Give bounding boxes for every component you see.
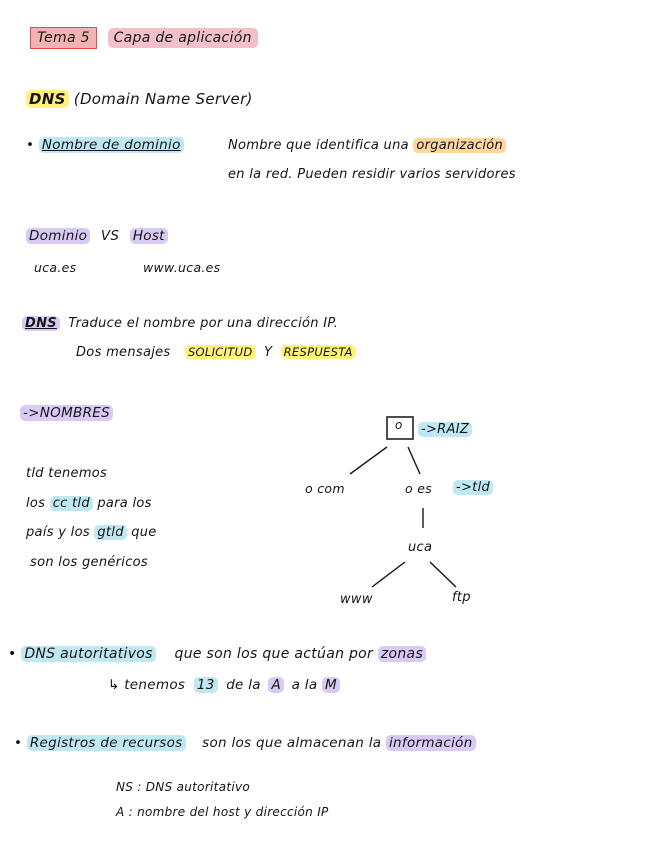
tree-node-ftp: ftp xyxy=(452,590,471,605)
m-highlight: M xyxy=(322,677,340,693)
tree-tld-label xyxy=(453,480,493,495)
vs-label: VS xyxy=(100,228,120,244)
bullet: • xyxy=(14,735,23,751)
tree-node-com: o com xyxy=(305,481,345,496)
host-label: Host xyxy=(130,228,168,244)
nombres-text: para los xyxy=(97,496,152,511)
dns-def-line2 xyxy=(76,345,356,360)
dominio-def-2: en la red. Pueden residir varios servidores xyxy=(228,167,516,182)
dns-acronym: DNS xyxy=(26,90,69,108)
thirteen-highlight: 13 xyxy=(194,677,218,693)
dominio-vs-host xyxy=(26,228,168,244)
nombres-line1: tld tenemos xyxy=(26,466,108,481)
dominio-row-1 xyxy=(26,137,184,153)
tree-edge-uca-www xyxy=(372,562,405,587)
ns-line: NS : DNS autoritativo xyxy=(116,780,251,794)
dominio-label: Dominio xyxy=(26,228,90,244)
autoritativos-row xyxy=(8,646,426,662)
tree-edge-root-es xyxy=(408,447,420,474)
autoritativos-def: que son los que actúan por xyxy=(174,646,374,662)
tree-edge-root-com xyxy=(350,447,387,474)
cctld-highlight: cc tld xyxy=(50,496,93,511)
de-la-text: de la xyxy=(226,677,261,693)
tree-edge-uca-ftp xyxy=(430,562,456,587)
bullet: • xyxy=(26,137,35,153)
autoritativos-term: DNS autoritativos xyxy=(21,646,155,662)
dominio-def-1 xyxy=(228,138,506,153)
mensajes-prefix: Dos mensajes xyxy=(76,345,171,360)
a-line: A : nombre del host y dirección IP xyxy=(116,805,329,819)
header xyxy=(30,30,258,46)
tld-label: ->tld xyxy=(453,480,493,495)
dns-expansion: (Domain Name Server) xyxy=(73,90,253,108)
gtld-highlight: gtld xyxy=(94,525,126,540)
nombres-text: que xyxy=(131,525,157,540)
dns-heading xyxy=(26,90,253,108)
dns-def-text: Traduce el nombre por una dirección IP. xyxy=(68,316,339,331)
dominio-def-text: Nombre que identifica una xyxy=(228,138,409,153)
nombres-line4: son los genéricos xyxy=(30,555,148,570)
tree-node-es: o es xyxy=(405,481,433,496)
autoritativos-line2 xyxy=(108,677,340,693)
dominio-term: Nombre de dominio xyxy=(39,137,184,153)
nombres-line2 xyxy=(26,496,152,511)
nombres-heading xyxy=(20,405,113,421)
respuesta-label: RESPUESTA xyxy=(281,345,356,359)
zonas-highlight: zonas xyxy=(378,646,426,662)
informacion-highlight: información xyxy=(386,735,476,751)
registros-term: Registros de recursos xyxy=(27,735,186,751)
a-la-text: a la xyxy=(291,677,318,693)
tenemos-text: ↳ tenemos xyxy=(108,677,186,693)
nombres-text: los xyxy=(26,496,46,511)
nombres-text: país y los xyxy=(26,525,90,540)
solicitud-label: SOLICITUD xyxy=(185,345,256,359)
registros-row xyxy=(14,735,476,751)
tree-root-symbol: o xyxy=(395,418,403,432)
tree-node-www: www xyxy=(340,592,373,607)
raiz-label: ->RAIZ xyxy=(418,422,472,437)
nombres-line3 xyxy=(26,525,157,540)
registros-def: son los que almacenan la xyxy=(202,735,382,751)
tree-root-label xyxy=(418,422,472,437)
example-dominio: uca.es xyxy=(34,260,77,275)
bullet: • xyxy=(8,646,17,662)
y-label: Y xyxy=(263,345,273,360)
dns-def-line1 xyxy=(22,316,338,331)
organizacion-highlight: organización xyxy=(413,138,506,153)
tema-label: Tema 5 xyxy=(30,27,97,49)
example-host: www.uca.es xyxy=(143,260,221,275)
nombres-label: ->NOMBRES xyxy=(20,405,113,421)
dns-def-acronym: DNS xyxy=(22,316,60,331)
tree-node-uca: uca xyxy=(408,540,433,555)
page-title: Capa de aplicación xyxy=(108,28,258,48)
a-highlight: A xyxy=(268,677,284,693)
